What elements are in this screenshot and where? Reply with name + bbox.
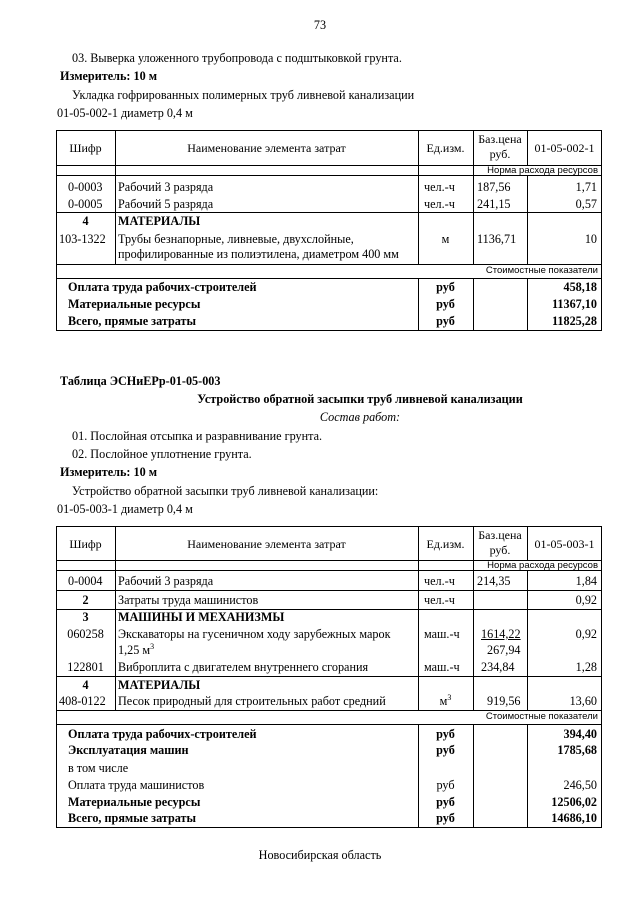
t2-cost-value: 14686,10 [551, 811, 597, 825]
t2-mach2-price: 234,84 [481, 660, 515, 674]
t2-mat-num: 4 [82, 678, 89, 692]
t2-cost-value: 1785,68 [557, 743, 597, 757]
t1-head-unit: Ед.изм. [426, 141, 465, 155]
t1-row-norm: 1,71 [575, 180, 597, 194]
t2-cost-unit: руб [436, 743, 455, 757]
t1-cost-label: Материальные ресурсы [68, 297, 201, 311]
t2-mach2-name: Виброплита с двигателем внутреннего сгорания [118, 660, 369, 674]
t1-mat-num: 4 [82, 214, 89, 228]
t1-head-price-1: Баз.цена [478, 132, 522, 146]
t2-labor-code: 2 [82, 593, 89, 607]
t1-head-norm: 01-05-002-1 [534, 141, 595, 155]
t2-cost-unit: руб [436, 778, 455, 792]
t2-cost-label: Оплата труда рабочих-строителей [68, 727, 257, 741]
t2-head-code: Шифр [69, 537, 102, 551]
t1-row-unit: чел.-ч [424, 180, 455, 194]
t1-mat-price: 1136,71 [477, 232, 517, 246]
t1-cost-unit: руб [436, 314, 455, 328]
t1-head-price-2: руб. [489, 147, 511, 161]
t2-mach1-name-2: 1,25 $м^3$ [118, 641, 155, 657]
t2-cost-label: Эксплуатация машин [68, 743, 189, 757]
t2-norm-caption: Норма расхода ресурсов [487, 560, 598, 571]
t1-code-line: 01-05-002-1 диаметр 0,4 м [57, 106, 193, 120]
t2-mach2-unit: маш.-ч [424, 660, 460, 674]
t1-row-code: 0-0003 [68, 180, 103, 194]
t2-mat-name: Песок природный для строительных работ средний [118, 694, 386, 708]
t1-mat-name-2: профилированные из полиэтилена, диаметром 400 мм [118, 247, 399, 261]
t2-cost-unit: руб [436, 811, 455, 825]
t2-work-title: Устройство обратной засыпки труб ливневой канализации: [72, 484, 379, 498]
t2-labor-name: Рабочий 3 разряда [118, 574, 214, 588]
t2-mach-label: МАШИНЫ И МЕХАНИЗМЫ [118, 610, 285, 624]
t2-mach2-norm: 1,28 [575, 660, 597, 674]
t1-cost-label: Оплата труда рабочих-строителей [68, 280, 257, 294]
t2-head-price-2: руб. [489, 543, 511, 557]
t1-norm-caption: Норма расхода ресурсов [487, 165, 598, 176]
t1-cost-value: 11825,28 [551, 314, 597, 328]
t2-operation-1: 01. Послойная отсыпка и разравнивание грунта. [72, 429, 323, 443]
t2-head-unit: Ед.изм. [426, 537, 465, 551]
t2-mat-unit: $м^3$ [439, 692, 452, 708]
footer-region: Новосибирская область [258, 848, 382, 862]
t2-cost-label: Материальные ресурсы [68, 795, 201, 809]
t1-head-name: Наименование элемента затрат [187, 141, 346, 155]
operation-3: 03. Выверка уложенного трубопровода с подштыковкой грунта. [72, 51, 402, 65]
t2-cost-value: 246,50 [563, 778, 597, 792]
t2-mach1-price-1: 1614,22 [481, 627, 521, 641]
t2-mach1-price-2: 267,94 [487, 643, 521, 657]
t1-row-name: Рабочий 3 разряда [118, 180, 214, 194]
t2-labor-norm: 1,84 [575, 574, 597, 588]
t1-mat-unit: м [441, 232, 450, 246]
t2-mach1-code: 060258 [67, 627, 104, 641]
t2-mach1-norm: 0,92 [575, 627, 597, 641]
t2-labor-price: 214,35 [477, 574, 511, 588]
t2-mat-label: МАТЕРИАЛЫ [118, 678, 201, 692]
t2-cost-caption: Стоимостные показатели [485, 711, 598, 722]
t2-cost-value: 394,40 [563, 727, 597, 741]
t2-labor-unit: чел.-ч [424, 574, 455, 588]
t2-labor-norm: 0,92 [575, 593, 597, 607]
t2-mach1-name-1: Экскаваторы на гусеничном ходу зарубежных марок [118, 627, 391, 641]
t1-mat-code: 103-1322 [59, 232, 106, 246]
t1-row-price: 187,56 [477, 180, 511, 194]
t2-labor-unit: чел.-ч [424, 593, 455, 607]
t1-row-name: Рабочий 5 разряда [118, 197, 214, 211]
t2-cost-label: в том числе [68, 761, 129, 775]
t2-meter: Измеритель: 10 м [60, 465, 158, 479]
t2-operation-2: 02. Послойное уплотнение грунта. [72, 447, 252, 461]
t2-head-name: Наименование элемента затрат [187, 537, 346, 551]
t1-mat-norm: 10 [584, 232, 597, 246]
t1-mat-label: МАТЕРИАЛЫ [118, 214, 201, 228]
t2-table-label: Таблица ЭСНиЕРр-01-05-003 [60, 374, 221, 388]
t1-row-norm: 0,57 [575, 197, 597, 211]
t1-cost-unit: руб [436, 297, 455, 311]
t2-title: Устройство обратной засыпки труб ливневой канализации [197, 392, 523, 406]
t1-mat-name-1: Трубы безнапорные, ливневые, двухслойные, [118, 232, 354, 246]
t2-head-price-1: Баз.цена [478, 528, 522, 542]
t2-mach1-unit: маш.-ч [424, 627, 460, 641]
t2-cost-label: Всего, прямые затраты [68, 811, 197, 825]
t2-mach2-code: 122801 [67, 660, 104, 674]
t1-cost-value: 11367,10 [551, 297, 597, 311]
t2-mat-price: 919,56 [487, 694, 521, 708]
t2-cost-label: Оплата труда машинистов [68, 778, 205, 792]
t2-head-norm: 01-05-003-1 [534, 537, 595, 551]
t1-row-code: 0-0005 [68, 197, 103, 211]
t2-mat-code: 408-0122 [59, 694, 106, 708]
page-number: 73 [313, 18, 327, 32]
t1-head-code: Шифр [69, 141, 102, 155]
t2-cost-unit: руб [436, 795, 455, 809]
t1-row-price: 241,15 [477, 197, 511, 211]
t1-cost-label: Всего, прямые затраты [68, 314, 197, 328]
t1-work-title: Укладка гофрированных полимерных труб ливневой канализации [72, 88, 415, 102]
t2-labor-name: Затраты труда машинистов [118, 593, 259, 607]
t2-composition: Состав работ: [319, 410, 401, 424]
t1-cost-caption: Стоимостные показатели [485, 265, 598, 276]
t2-labor-code: 0-0004 [68, 574, 103, 588]
t2-mach-num: 3 [82, 610, 89, 624]
t1-meter: Измеритель: 10 м [60, 69, 158, 83]
t2-code-line: 01-05-003-1 диаметр 0,4 м [57, 502, 193, 516]
t1-cost-unit: руб [436, 280, 455, 294]
t2-cost-value: 12506,02 [551, 795, 597, 809]
t1-row-unit: чел.-ч [424, 197, 455, 211]
t2-cost-unit: руб [436, 727, 455, 741]
t1-cost-value: 458,18 [563, 280, 597, 294]
t2-mat-norm: 13,60 [569, 694, 597, 708]
